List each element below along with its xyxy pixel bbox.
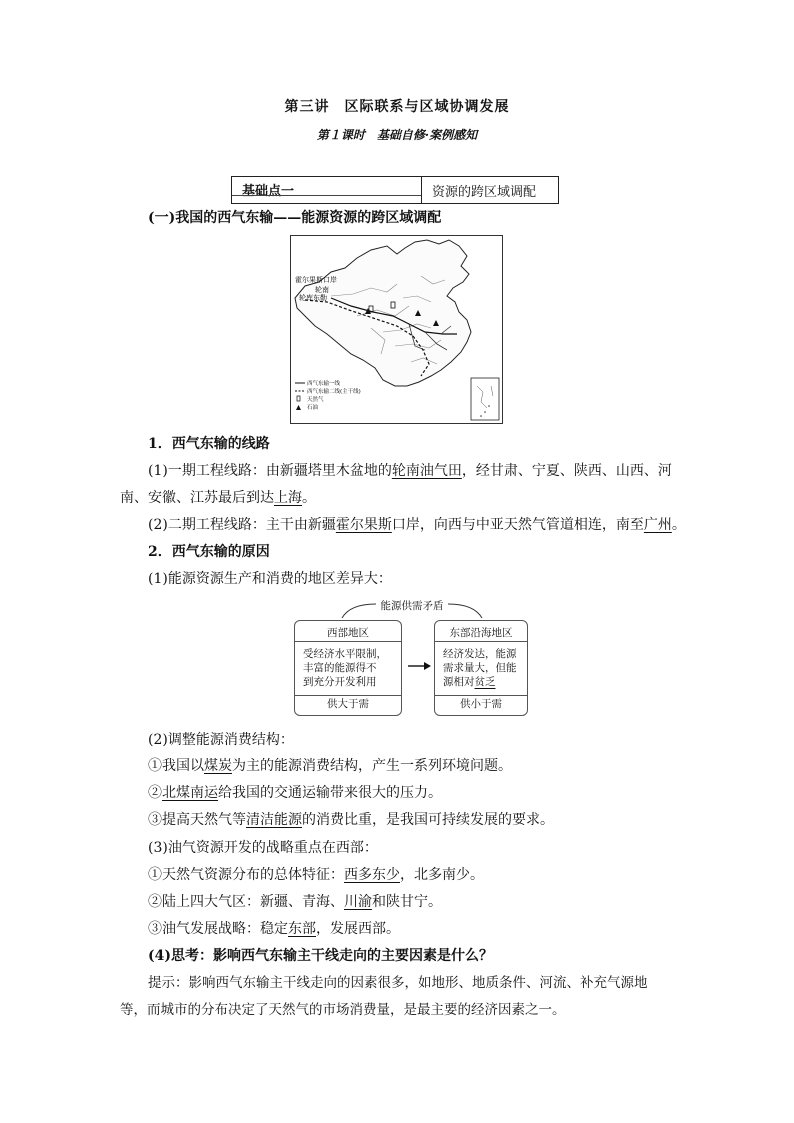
china-outline <box>295 240 471 386</box>
legend-oil: 石油 <box>307 405 319 411</box>
east-region-footer: 供小于需 <box>460 698 502 710</box>
text: 受经济水平限制， <box>303 648 387 660</box>
text: (1)一期工程线路：由新疆塔里木盆地的 <box>148 463 392 479</box>
think-question: (4)思考：影响西气东输主干线走向的主要因素是什么？ <box>148 948 493 964</box>
answer-east: 东部 <box>288 921 316 937</box>
text: 南、安徽、江苏最后到达 <box>120 490 274 506</box>
structure-item-3 <box>148 810 554 830</box>
text: ，发展西部。 <box>316 921 400 937</box>
text: 和陕甘宁。 <box>372 894 442 910</box>
answer-lunnan: 轮南油气田 <box>391 463 462 479</box>
west-region-box <box>294 620 402 716</box>
west-east-gas-map <box>290 235 503 424</box>
think-hint-line-1: 提示：影响西气东输主干线走向的因素很多，如地形、地质条件、河流、补充气源地 <box>148 975 648 991</box>
text: ①天然气资源分布的总体特征： <box>148 867 344 883</box>
knowledge-point-label: 基础点一 <box>242 184 295 199</box>
west-region-body <box>303 647 395 689</box>
text: 到充分开发利用 <box>303 676 377 688</box>
china-map-figure <box>291 236 502 423</box>
strategy-heading: (3)油气资源开发的战略重点在西部： <box>148 840 378 856</box>
text: 给我国的交通运输带来很大的压力。 <box>218 785 442 801</box>
east-region-body <box>443 647 521 689</box>
page-title: 第三讲 区际联系与区域协调发展 <box>284 99 510 115</box>
answer-chuanyu: 川渝 <box>344 894 372 910</box>
structure-item-1 <box>148 756 512 776</box>
answer-shanghai: 上海 <box>274 490 302 506</box>
text: ③提高天然气等 <box>148 812 246 828</box>
section-heading: (一)我国的西气东输——能源资源的跨区域调配 <box>148 210 442 226</box>
structure-item-2 <box>148 783 442 803</box>
text: ①我国以 <box>148 758 204 774</box>
diagram-top-label: 能源供需矛盾 <box>380 600 444 612</box>
legend-gas: 天然气 <box>307 397 324 403</box>
west-region-title: 西部地区 <box>327 627 369 639</box>
west-region-footer: 供大于需 <box>327 698 369 710</box>
text: 源相对 <box>443 676 475 688</box>
strategy-item-1 <box>148 865 484 885</box>
text: 。 <box>671 517 686 533</box>
map-legend <box>295 379 361 411</box>
text: 为主的能源消费结构，产生一系列环境问题。 <box>232 758 512 774</box>
supply-demand-diagram <box>294 598 530 720</box>
answer-guangzhou: 广州 <box>643 517 672 533</box>
answer-west-more-east-less: 西多东少 <box>344 867 400 883</box>
strategy-item-3 <box>148 919 400 939</box>
text: ，经甘肃、宁夏、陕西、山西、河 <box>461 463 672 479</box>
text: ③油气发展战略：稳定 <box>148 921 288 937</box>
east-region-title: 东部沿海地区 <box>449 627 513 639</box>
divider <box>295 641 401 642</box>
reason-item-1: (1)能源资源生产和消费的地区差异大： <box>148 571 392 587</box>
route-paragraph-1-line-1 <box>148 461 672 481</box>
text: 需求量大，但能 <box>443 662 517 674</box>
structure-heading: (2)调整能源消费结构： <box>148 732 294 748</box>
answer-coal: 煤炭 <box>204 758 232 774</box>
text: (2)二期工程线路：主干由新疆 <box>148 517 336 533</box>
text-line <box>443 675 521 689</box>
legend-line-one: 西气东输一线 <box>307 381 341 387</box>
text: 的消费比重，是我国可持续发展的要求。 <box>302 812 554 828</box>
map-label-tarim: 轮库东勒 <box>299 294 327 302</box>
route-paragraph-1-line-2 <box>120 488 316 508</box>
answer-north-coal-south: 北煤南运 <box>162 785 218 801</box>
answer-khorgos: 霍尔果斯 <box>335 517 392 533</box>
divider <box>435 641 527 642</box>
answer-scarce: 贫乏 <box>474 676 496 688</box>
page-subtitle: 第１课时 基础自修·案例感知 <box>316 128 478 142</box>
text: 丰富的能源得不 <box>303 662 377 674</box>
route-heading: 1．西气东输的线路 <box>148 436 270 452</box>
south-sea-inset <box>471 378 499 420</box>
text: 。 <box>302 490 316 506</box>
think-hint-line-2: 等，而城市的分布决定了天然气的市场消费量，是最主要的经济因素之一。 <box>120 1002 566 1018</box>
answer-clean-energy: 清洁能源 <box>246 812 302 828</box>
text: 经济发达，能源 <box>443 648 517 660</box>
label-rule <box>232 195 421 196</box>
east-region-box <box>434 620 528 716</box>
knowledge-point-box <box>231 176 559 204</box>
text: ② <box>148 785 162 801</box>
text: 口岸，向西与中亚天然气管道相连，南至 <box>391 517 644 533</box>
text: ②陆上四大气区：新疆、青海、 <box>148 894 344 910</box>
map-label-lunnan: 轮南 <box>315 286 329 294</box>
map-label-khorgos: 霍尔果斯口岸 <box>295 276 337 284</box>
legend-line-two: 西气东输二线(主干线) <box>307 389 361 395</box>
strategy-item-2 <box>148 892 442 912</box>
knowledge-point-topic: 资源的跨区域调配 <box>432 185 537 200</box>
reason-heading: 2．西气东输的原因 <box>148 544 270 560</box>
route-paragraph-2 <box>148 515 686 535</box>
knowledge-point-label-cell <box>232 177 422 203</box>
text: ，北多南少。 <box>400 867 484 883</box>
